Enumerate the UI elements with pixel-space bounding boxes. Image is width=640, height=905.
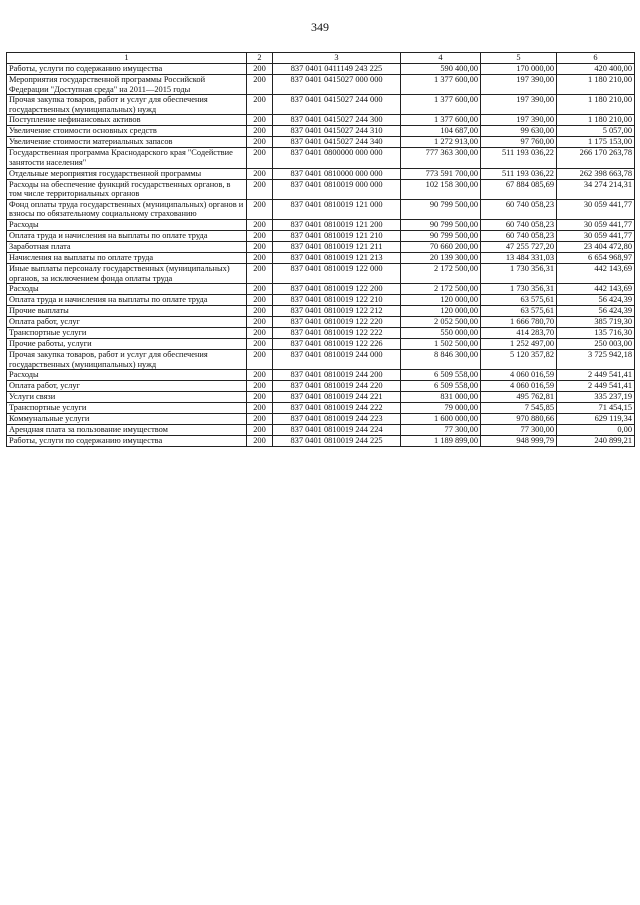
row-executed-cell: 7 545,85 [481,403,557,414]
table-row [7,425,635,436]
row-remaining-cell: 30 059 441,77 [557,230,635,241]
row-kbk-cell: 837 0401 0415027 244 340 [273,137,401,148]
row-code-cell: 200 [247,328,273,339]
row-code-cell: 200 [247,263,273,283]
column-header: 2 [247,53,273,64]
row-remaining-cell: 56 424,39 [557,295,635,306]
row-kbk-cell: 837 0401 0810019 000 000 [273,179,401,199]
row-remaining-cell: 135 716,30 [557,328,635,339]
table-row [7,95,635,115]
column-header: 1 [7,53,247,64]
table-row [7,381,635,392]
row-remaining-cell: 1 180 210,00 [557,115,635,126]
row-plan-cell: 1 502 500,00 [401,339,481,350]
row-plan-cell: 20 139 300,00 [401,252,481,263]
row-executed-cell: 495 762,81 [481,392,557,403]
row-remaining-cell: 56 424,39 [557,306,635,317]
row-executed-cell: 970 880,66 [481,414,557,425]
row-kbk-cell: 837 0401 0810019 122 210 [273,295,401,306]
row-kbk-cell: 837 0401 0810019 244 223 [273,414,401,425]
row-plan-cell: 2 172 500,00 [401,263,481,283]
row-plan-cell: 70 660 200,00 [401,241,481,252]
row-kbk-cell: 837 0401 0415027 000 000 [273,75,401,95]
row-name-cell: Расходы на обеспечение функций государственных органов, в том числе территориальных органов [7,179,247,199]
row-plan-cell: 90 799 500,00 [401,230,481,241]
row-name-cell: Транспортные услуги [7,328,247,339]
row-executed-cell: 4 060 016,59 [481,381,557,392]
row-executed-cell: 414 283,70 [481,328,557,339]
row-code-cell: 200 [247,295,273,306]
row-remaining-cell: 5 057,00 [557,126,635,137]
row-plan-cell: 831 000,00 [401,392,481,403]
table-row [7,436,635,447]
row-remaining-cell: 629 119,34 [557,414,635,425]
row-kbk-cell: 837 0401 0810019 121 210 [273,230,401,241]
row-name-cell: Поступление нефинансовых активов [7,115,247,126]
row-plan-cell: 773 591 700,00 [401,168,481,179]
table-row [7,370,635,381]
row-kbk-cell: 837 0401 0810000 000 000 [273,168,401,179]
row-executed-cell: 197 390,00 [481,115,557,126]
table-header-row [7,53,635,64]
row-executed-cell: 511 193 036,22 [481,168,557,179]
row-plan-cell: 550 000,00 [401,328,481,339]
row-executed-cell: 60 740 058,23 [481,219,557,230]
row-kbk-cell: 837 0401 0810019 121 211 [273,241,401,252]
row-remaining-cell: 0,00 [557,425,635,436]
table-row [7,317,635,328]
table-row [7,241,635,252]
row-name-cell: Прочая закупка товаров, работ и услуг для обеспечения государственных (муниципальных) нужд [7,95,247,115]
row-remaining-cell: 420 400,00 [557,64,635,75]
row-name-cell: Оплата труда и начисления на выплаты по оплате труда [7,295,247,306]
row-remaining-cell: 6 654 968,97 [557,252,635,263]
row-executed-cell: 511 193 036,22 [481,148,557,168]
row-code-cell: 200 [247,350,273,370]
row-name-cell: Коммунальные услуги [7,414,247,425]
row-plan-cell: 2 052 500,00 [401,317,481,328]
budget-table-container [6,52,634,447]
row-kbk-cell: 837 0401 0800000 000 000 [273,148,401,168]
row-plan-cell: 102 158 300,00 [401,179,481,199]
row-kbk-cell: 837 0401 0415027 244 000 [273,95,401,115]
table-body [7,64,635,447]
row-remaining-cell: 240 899,21 [557,436,635,447]
row-name-cell: Увеличение стоимости материальных запасов [7,137,247,148]
row-code-cell: 200 [247,230,273,241]
row-plan-cell: 90 799 500,00 [401,199,481,219]
row-kbk-cell: 837 0401 0810019 122 200 [273,284,401,295]
row-code-cell: 200 [247,219,273,230]
row-kbk-cell: 837 0401 0810019 121 213 [273,252,401,263]
row-executed-cell: 47 255 727,20 [481,241,557,252]
table-row [7,137,635,148]
table-row [7,414,635,425]
row-executed-cell: 948 999,79 [481,436,557,447]
row-executed-cell: 67 884 085,69 [481,179,557,199]
row-code-cell: 200 [247,370,273,381]
row-name-cell: Оплата труда и начисления на выплаты по оплате труда [7,230,247,241]
row-name-cell: Государственная программа Краснодарского края "Содействие занятости населения" [7,148,247,168]
table-row [7,392,635,403]
row-executed-cell: 197 390,00 [481,75,557,95]
row-plan-cell: 590 400,00 [401,64,481,75]
row-plan-cell: 6 509 558,00 [401,370,481,381]
row-plan-cell: 90 799 500,00 [401,219,481,230]
page-number: 349 [311,20,329,34]
row-executed-cell: 60 740 058,23 [481,199,557,219]
row-executed-cell: 99 630,00 [481,126,557,137]
row-remaining-cell: 30 059 441,77 [557,219,635,230]
row-name-cell: Транспортные услуги [7,403,247,414]
row-remaining-cell: 30 059 441,77 [557,199,635,219]
row-plan-cell: 6 509 558,00 [401,381,481,392]
table-row [7,115,635,126]
row-name-cell: Расходы [7,284,247,295]
row-name-cell: Начисления на выплаты по оплате труда [7,252,247,263]
row-plan-cell: 8 846 300,00 [401,350,481,370]
row-name-cell: Иные выплаты персоналу государственных (муниципальных) органов, за исключением фонда оплаты труда [7,263,247,283]
row-plan-cell: 120 000,00 [401,295,481,306]
row-kbk-cell: 837 0401 0810019 122 000 [273,263,401,283]
table-row [7,306,635,317]
row-name-cell: Фонд оплаты труда государственных (муниципальных) органов и взносы по обязательному социальному страхованию [7,199,247,219]
row-remaining-cell: 266 170 263,78 [557,148,635,168]
row-plan-cell: 2 172 500,00 [401,284,481,295]
row-code-cell: 200 [247,306,273,317]
table-row [7,199,635,219]
row-remaining-cell: 34 274 214,31 [557,179,635,199]
row-executed-cell: 4 060 016,59 [481,370,557,381]
row-remaining-cell: 71 454,15 [557,403,635,414]
row-kbk-cell: 837 0401 0810019 244 225 [273,436,401,447]
row-code-cell: 200 [247,392,273,403]
row-code-cell: 200 [247,436,273,447]
row-executed-cell: 97 760,00 [481,137,557,148]
row-code-cell: 200 [247,148,273,168]
row-remaining-cell: 3 725 942,18 [557,350,635,370]
row-kbk-cell: 837 0401 0810019 122 222 [273,328,401,339]
row-plan-cell: 1 377 600,00 [401,95,481,115]
table-row [7,328,635,339]
row-name-cell: Работы, услуги по содержанию имущества [7,436,247,447]
table-row [7,64,635,75]
row-name-cell: Прочие выплаты [7,306,247,317]
row-code-cell: 200 [247,241,273,252]
row-code-cell: 200 [247,414,273,425]
row-remaining-cell: 262 398 663,78 [557,168,635,179]
table-row [7,168,635,179]
row-executed-cell: 1 252 497,00 [481,339,557,350]
table-row [7,230,635,241]
row-remaining-cell: 385 719,30 [557,317,635,328]
row-plan-cell: 1 600 000,00 [401,414,481,425]
row-code-cell: 200 [247,403,273,414]
row-kbk-cell: 837 0401 0415027 244 310 [273,126,401,137]
row-name-cell: Расходы [7,219,247,230]
row-name-cell: Услуги связи [7,392,247,403]
table-row [7,219,635,230]
row-executed-cell: 13 484 331,03 [481,252,557,263]
row-plan-cell: 120 000,00 [401,306,481,317]
row-code-cell: 200 [247,339,273,350]
row-code-cell: 200 [247,64,273,75]
row-kbk-cell: 837 0401 0810019 122 212 [273,306,401,317]
row-code-cell: 200 [247,126,273,137]
table-row [7,148,635,168]
row-executed-cell: 1 730 356,31 [481,263,557,283]
row-executed-cell: 1 666 780,70 [481,317,557,328]
row-kbk-cell: 837 0401 0810019 244 220 [273,381,401,392]
column-header: 4 [401,53,481,64]
row-name-cell: Заработная плата [7,241,247,252]
row-code-cell: 200 [247,137,273,148]
row-code-cell: 200 [247,75,273,95]
row-plan-cell: 77 300,00 [401,425,481,436]
row-kbk-cell: 837 0401 0810019 122 226 [273,339,401,350]
row-remaining-cell: 1 180 210,00 [557,95,635,115]
budget-table [6,52,635,447]
row-plan-cell: 777 363 300,00 [401,148,481,168]
row-plan-cell: 1 272 913,00 [401,137,481,148]
table-row [7,75,635,95]
row-kbk-cell: 837 0401 0810019 121 000 [273,199,401,219]
row-remaining-cell: 23 404 472,80 [557,241,635,252]
table-row [7,252,635,263]
row-plan-cell: 1 377 600,00 [401,115,481,126]
row-kbk-cell: 837 0401 0415027 244 300 [273,115,401,126]
row-executed-cell: 1 730 356,31 [481,284,557,295]
row-name-cell: Мероприятия государственной программы Российской Федерации "Доступная среда" на 2011—2015 годы [7,75,247,95]
row-remaining-cell: 442 143,69 [557,284,635,295]
row-remaining-cell: 1 175 153,00 [557,137,635,148]
row-name-cell: Отдельные мероприятия государственной программы [7,168,247,179]
row-code-cell: 200 [247,381,273,392]
row-code-cell: 200 [247,252,273,263]
row-executed-cell: 197 390,00 [481,95,557,115]
row-name-cell: Работы, услуги по содержанию имущества [7,64,247,75]
row-name-cell: Увеличение стоимости основных средств [7,126,247,137]
row-code-cell: 200 [247,115,273,126]
column-header: 3 [273,53,401,64]
row-name-cell: Оплата работ, услуг [7,317,247,328]
row-code-cell: 200 [247,317,273,328]
row-code-cell: 200 [247,284,273,295]
row-code-cell: 200 [247,168,273,179]
row-name-cell: Арендная плата за пользование имуществом [7,425,247,436]
table-row [7,339,635,350]
row-kbk-cell: 837 0401 0810019 121 200 [273,219,401,230]
row-remaining-cell: 442 143,69 [557,263,635,283]
row-code-cell: 200 [247,199,273,219]
row-remaining-cell: 250 003,00 [557,339,635,350]
row-code-cell: 200 [247,179,273,199]
table-row [7,350,635,370]
table-row [7,126,635,137]
row-remaining-cell: 2 449 541,41 [557,370,635,381]
row-executed-cell: 63 575,61 [481,295,557,306]
table-row [7,179,635,199]
table-row [7,403,635,414]
row-plan-cell: 79 000,00 [401,403,481,414]
table-row [7,295,635,306]
row-kbk-cell: 837 0401 0810019 244 000 [273,350,401,370]
table-row [7,263,635,283]
row-kbk-cell: 837 0401 0411149 243 225 [273,64,401,75]
table-row [7,284,635,295]
row-plan-cell: 1 377 600,00 [401,75,481,95]
row-name-cell: Прочие работы, услуги [7,339,247,350]
row-remaining-cell: 335 237,19 [557,392,635,403]
row-executed-cell: 60 740 058,23 [481,230,557,241]
row-executed-cell: 5 120 357,82 [481,350,557,370]
row-executed-cell: 170 000,00 [481,64,557,75]
row-kbk-cell: 837 0401 0810019 244 200 [273,370,401,381]
row-plan-cell: 1 189 899,00 [401,436,481,447]
column-header: 6 [557,53,635,64]
row-kbk-cell: 837 0401 0810019 244 222 [273,403,401,414]
row-code-cell: 200 [247,95,273,115]
row-remaining-cell: 1 180 210,00 [557,75,635,95]
row-kbk-cell: 837 0401 0810019 244 221 [273,392,401,403]
column-header: 5 [481,53,557,64]
row-remaining-cell: 2 449 541,41 [557,381,635,392]
row-plan-cell: 104 687,00 [401,126,481,137]
row-kbk-cell: 837 0401 0810019 244 224 [273,425,401,436]
row-name-cell: Оплата работ, услуг [7,381,247,392]
row-executed-cell: 77 300,00 [481,425,557,436]
row-code-cell: 200 [247,425,273,436]
row-executed-cell: 63 575,61 [481,306,557,317]
row-name-cell: Расходы [7,370,247,381]
row-name-cell: Прочая закупка товаров, работ и услуг для обеспечения государственных (муниципальных) нужд [7,350,247,370]
row-kbk-cell: 837 0401 0810019 122 220 [273,317,401,328]
